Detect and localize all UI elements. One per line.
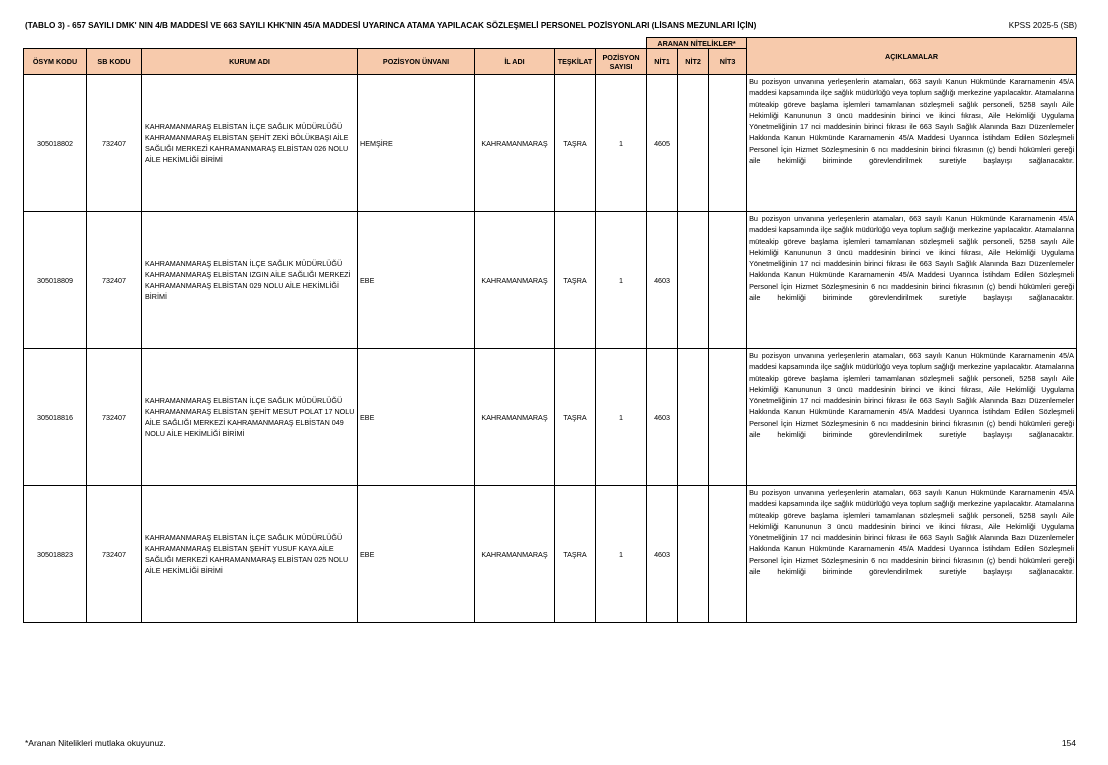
sb-kodu: 732407 <box>87 212 142 349</box>
table-row <box>24 212 1077 349</box>
pozisyon-sayisi: 1 <box>596 486 647 623</box>
osym-kodu: 305018802 <box>24 75 87 212</box>
nit3-header: NİT3 <box>709 49 747 75</box>
table-row <box>24 349 1077 486</box>
aranan-nitelikler-header: ARANAN NİTELİKLER* <box>647 38 747 49</box>
pozisyon-sayisi: 1 <box>596 75 647 212</box>
exam-code: KPSS 2025-5 (SB) <box>1008 21 1077 30</box>
footnote: *Aranan Nitelikleri mutlaka okuyunuz. <box>25 738 166 748</box>
sb-kodu: 732407 <box>87 75 142 212</box>
page-title: (TABLO 3) - 657 SAYILI DMK' NIN 4/B MADDESİ VE 663 SAYILI KHK'NIN 45/A MADDESİ UYARINCA ATAMA YAPILACAK SÖZLEŞMELİ PERSONEL POZİSYONLARI (LİSANS MEZUNLARI İÇİN) <box>25 21 757 30</box>
pozisyon-sayisi-line2: SAYISI <box>609 61 633 71</box>
kurum-adi: KAHRAMANMARAŞ ELBİSTAN İLÇE SAĞLIK MÜDÜRLÜĞÜ KAHRAMANMARAŞ ELBİSTAN ŞEHİT ZEKİ BÖLÜKBAŞI AİLE SAĞLIĞI MERKEZİ KAHRAMANMARAŞ ELBİSTAN 026 NOLU AİLE HEKİMLİĞİ BİRİMİ <box>142 75 358 212</box>
teskilat: TAŞRA <box>555 212 596 349</box>
aciklama: Bu pozisyon unvanına yerleşenlerin atamaları, 663 sayılı Kanun Hükmünde Kararnamenin 45/A maddesi kapsamında ilçe sağlık müdürlüğü veya toplum sağlığı merkezine yapılacaktır. Atamalarına müteakip göreve başlama işlemleri tamamlanan sözleşmeli sağlık personeli, 5258 sayılı Aile Hekimliği Kanununun 3 üncü maddesinin birinci ve ikinci fıkrası, Aile Hekimliği Uygulama Yönetmeliğinin 17 nci maddesinin birinci fıkrası ile 663 Sayılı Sağlık Alanında Bazı Düzenlemeler Hakkında Kanun Hükmünde Kararnamenin 45/A Maddesi Uyarınca İstihdam Edilen Sözleşmeli Personel İçin Hizmet Sözleşmesinin 6 ncı maddesinin birinci fıkrasının (ç) bendi hükümleri gereği aile hekimliği biriminde görevlendirilmek suretiyle başlayışı sağlanacaktır. <box>747 75 1077 212</box>
nit3 <box>709 212 747 349</box>
kurum-adi: KAHRAMANMARAŞ ELBİSTAN İLÇE SAĞLIK MÜDÜRLÜĞÜ KAHRAMANMARAŞ ELBİSTAN ŞEHİT MESUT POLAT 17 NOLU AİLE SAĞLIĞI MERKEZİ KAHRAMANMARAŞ ELBİSTAN 049 NOLU AİLE HEKİMLİĞİ BİRİMİ <box>142 349 358 486</box>
aciklama: Bu pozisyon unvanına yerleşenlerin atamaları, 663 sayılı Kanun Hükmünde Kararnamenin 45/A maddesi kapsamında ilçe sağlık müdürlüğü veya toplum sağlığı merkezine yapılacaktır. Atamalarına müteakip göreve başlama işlemleri tamamlanan sözleşmeli sağlık personeli, 5258 sayılı Aile Hekimliği Kanununun 3 üncü maddesinin birinci ve ikinci fıkrası, Aile Hekimliği Uygulama Yönetmeliğinin 17 nci maddesinin birinci fıkrası ile 663 Sayılı Sağlık Alanında Bazı Düzenlemeler Hakkında Kanun Hükmünde Kararnamenin 45/A Maddesi Uyarınca İstihdam Edilen Sözleşmeli Personel İçin Hizmet Sözleşmesinin 6 ncı maddesinin birinci fıkrasının (ç) bendi hükümleri gereği aile hekimliği biriminde görevlendirilmek suretiyle başlayışı sağlanacaktır. <box>747 486 1077 623</box>
pozisyon-unvani: HEMŞİRE <box>358 75 475 212</box>
pozisyon-unvani-header: POZİSYON ÜNVANI <box>358 49 475 75</box>
nit2 <box>678 486 709 623</box>
sb-kodu-header: SB KODU <box>87 49 142 75</box>
il-adi: KAHRAMANMARAŞ <box>475 75 555 212</box>
il-adi: KAHRAMANMARAŞ <box>475 212 555 349</box>
il-adi: KAHRAMANMARAŞ <box>475 349 555 486</box>
osym-kodu-header: ÖSYM KODU <box>24 49 87 75</box>
nit1: 4603 <box>647 212 678 349</box>
aciklama-header: AÇIKLAMALAR <box>747 38 1077 75</box>
page-number: 154 <box>1061 738 1076 748</box>
nit1-header: NİT1 <box>647 49 678 75</box>
pozisyon-unvani: EBE <box>358 212 475 349</box>
positions-table <box>23 37 1077 623</box>
teskilat: TAŞRA <box>555 486 596 623</box>
nit2 <box>678 75 709 212</box>
table-row <box>24 486 1077 623</box>
pozisyon-sayisi: 1 <box>596 212 647 349</box>
teskilat: TAŞRA <box>555 75 596 212</box>
osym-kodu: 305018809 <box>24 212 87 349</box>
nit2-header: NİT2 <box>678 49 709 75</box>
nit2 <box>678 349 709 486</box>
nit2 <box>678 212 709 349</box>
nit3 <box>709 349 747 486</box>
kurum-adi-header: KURUM ADI <box>142 49 358 75</box>
nit3 <box>709 75 747 212</box>
il-adi-header: İL ADI <box>475 49 555 75</box>
nit1: 4603 <box>647 349 678 486</box>
nit1: 4603 <box>647 486 678 623</box>
osym-kodu: 305018823 <box>24 486 87 623</box>
osym-kodu: 305018816 <box>24 349 87 486</box>
pozisyon-sayisi: 1 <box>596 349 647 486</box>
pozisyon-sayisi-header <box>596 49 647 75</box>
aciklama: Bu pozisyon unvanına yerleşenlerin atamaları, 663 sayılı Kanun Hükmünde Kararnamenin 45/A maddesi kapsamında ilçe sağlık müdürlüğü veya toplum sağlığı merkezine yapılacaktır. Atamalarına müteakip göreve başlama işlemleri tamamlanan sözleşmeli sağlık personeli, 5258 sayılı Aile Hekimliği Kanununun 3 üncü maddesinin birinci ve ikinci fıkrası, Aile Hekimliği Uygulama Yönetmeliğinin 17 nci maddesinin birinci fıkrası ile 663 Sayılı Sağlık Alanında Bazı Düzenlemeler Hakkında Kanun Hükmünde Kararnamenin 45/A Maddesi Uyarınca İstihdam Edilen Sözleşmeli Personel İçin Hizmet Sözleşmesinin 6 ncı maddesinin birinci fıkrasının (ç) bendi hükümleri gereği aile hekimliği biriminde görevlendirilmek suretiyle başlayışı sağlanacaktır. <box>747 349 1077 486</box>
il-adi: KAHRAMANMARAŞ <box>475 486 555 623</box>
teskilat-header: TEŞKİLAT <box>555 49 596 75</box>
teskilat: TAŞRA <box>555 349 596 486</box>
table-row <box>24 75 1077 212</box>
kurum-adi: KAHRAMANMARAŞ ELBİSTAN İLÇE SAĞLIK MÜDÜRLÜĞÜ KAHRAMANMARAŞ ELBİSTAN ŞEHİT YUSUF KAYA AİLE SAĞLIĞI MERKEZİ KAHRAMANMARAŞ ELBİSTAN 025 NOLU AİLE HEKİMLİĞİ BİRİMİ <box>142 486 358 623</box>
pozisyon-unvani: EBE <box>358 349 475 486</box>
aciklama: Bu pozisyon unvanına yerleşenlerin atamaları, 663 sayılı Kanun Hükmünde Kararnamenin 45/A maddesi kapsamında ilçe sağlık müdürlüğü veya toplum sağlığı merkezine yapılacaktır. Atamalarına müteakip göreve başlama işlemleri tamamlanan sözleşmeli sağlık personeli, 5258 sayılı Aile Hekimliği Kanununun 3 üncü maddesinin birinci ve ikinci fıkrası, Aile Hekimliği Uygulama Yönetmeliğinin 17 nci maddesinin birinci fıkrası ile 663 Sayılı Sağlık Alanında Bazı Düzenlemeler Hakkında Kanun Hükmünde Kararnamenin 45/A Maddesi Uyarınca İstihdam Edilen Sözleşmeli Personel İçin Hizmet Sözleşmesinin 6 ncı maddesinin birinci fıkrasının (ç) bendi hükümleri gereği aile hekimliği biriminde görevlendirilmek suretiyle başlayışı sağlanacaktır. <box>747 212 1077 349</box>
sb-kodu: 732407 <box>87 486 142 623</box>
nit1: 4605 <box>647 75 678 212</box>
pozisyon-sayisi-line1: POZİSYON <box>602 52 640 62</box>
sb-kodu: 732407 <box>87 349 142 486</box>
kurum-adi: KAHRAMANMARAŞ ELBİSTAN İLÇE SAĞLIK MÜDÜRLÜĞÜ KAHRAMANMARAŞ ELBİSTAN IZGIN AİLE SAĞLIĞI MERKEZİ KAHRAMANMARAŞ ELBİSTAN 029 NOLU AİLE HEKİMLİĞİ BİRİMİ <box>142 212 358 349</box>
nit3 <box>709 486 747 623</box>
pozisyon-unvani: EBE <box>358 486 475 623</box>
